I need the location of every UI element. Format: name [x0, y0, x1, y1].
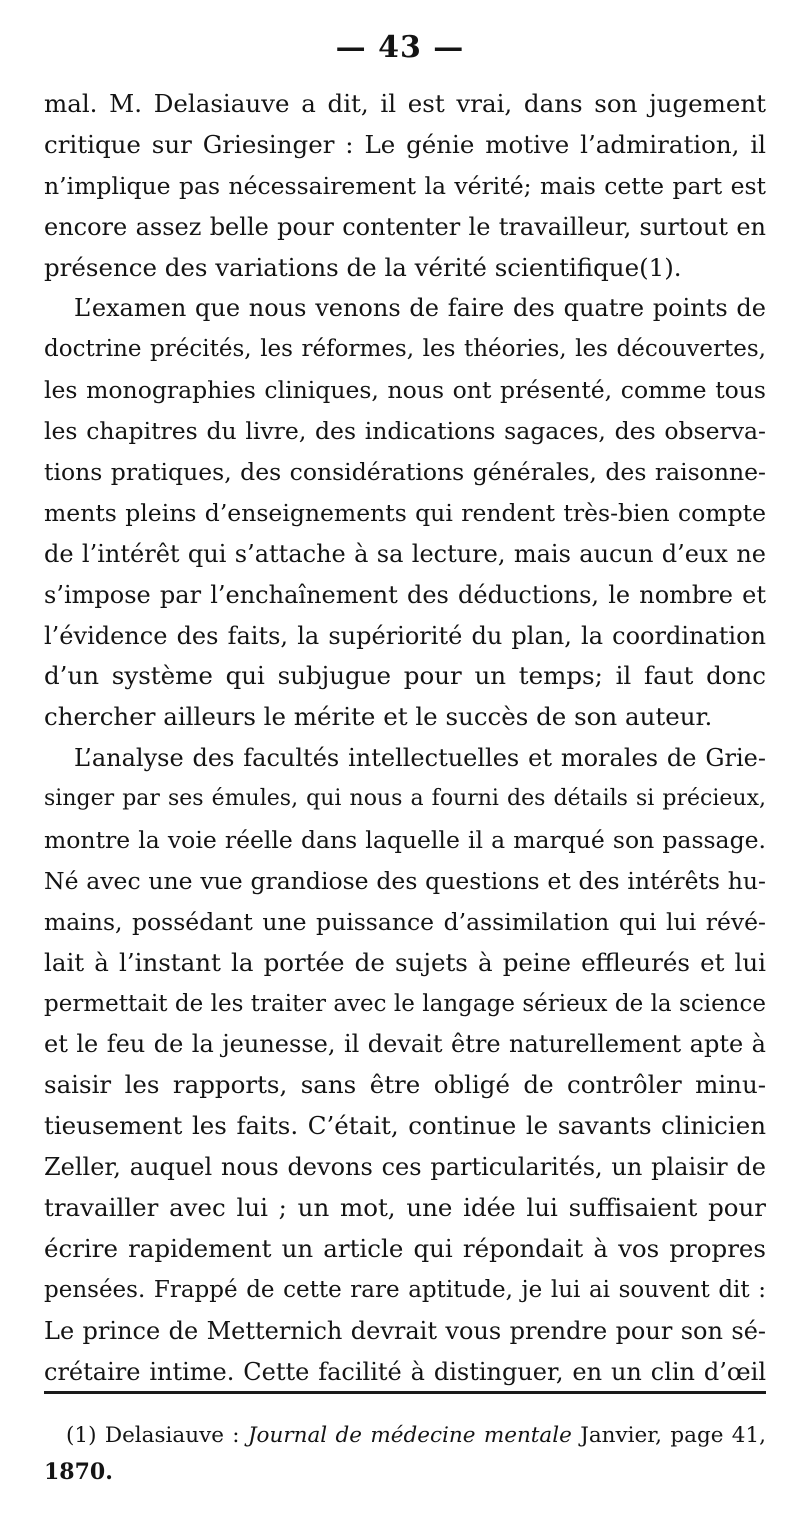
text-line: écrire rapidement un article qui répondait à vos propres: [44, 1233, 766, 1263]
text-line: s’impose par l’enchaînement des déductions, le nombre et: [44, 580, 766, 609]
text-line: Né avec une vue grandiose des questions et des intérêts hu-: [44, 866, 766, 895]
text-line: L’examen que nous venons de faire des quatre points de: [74, 294, 766, 323]
text-line: présence des variations de la vérité scientifique(1).: [44, 252, 682, 282]
text-line: singer par ses émules, qui nous a fourni des détails si précieux,: [44, 786, 766, 812]
text-line: Le prince de Metternich devrait vous prendre pour son sé-: [44, 1316, 766, 1345]
text-line: saisir les rapports, sans être obligé de contrôler minu-: [44, 1070, 766, 1100]
text-line: les chapitres du livre, des indications sagaces, des observa-: [44, 417, 766, 446]
text-line: permettait de les traiter avec le langage sérieux de la science: [44, 990, 766, 1017]
text-line: montre la voie réelle dans laquelle il a marqué son passage.: [44, 826, 766, 855]
footnote-journal: Journal de médecine mentale: [247, 1423, 572, 1448]
footnote-divider: [44, 1391, 766, 1394]
page-number: — 43 —: [335, 30, 465, 65]
text-line: travailler avec lui ; un mot, une idée lui suffisaient pour: [44, 1193, 766, 1223]
text-line: doctrine précités, les réformes, les théories, les découvertes,: [44, 336, 766, 363]
footnote-author: Delasiauve :: [104, 1423, 240, 1448]
text-line: Zeller, auquel nous devons ces particularités, un plaisir de: [44, 1153, 766, 1182]
footnote-marker: (1): [66, 1423, 97, 1448]
text-line: mal. M. Delasiauve a dit, il est vrai, dans son jugement: [44, 89, 766, 118]
footnote-year: 1870.: [44, 1459, 113, 1485]
text-line: et le feu de la jeunesse, il devait être naturellement apte à: [44, 1030, 766, 1059]
text-line: tions pratiques, des considérations générales, des raisonne-: [44, 458, 766, 487]
text-line: d’un système qui subjugue pour un temps; il faut donc: [44, 661, 766, 691]
text-line: tieusement les faits. C’était, continue le savants clinicien: [44, 1111, 766, 1141]
text-line: L’analyse des facultés intellectuelles et morales de Grie-: [74, 744, 766, 773]
text-line: encore assez belle pour contenter le travailleur, surtout en: [44, 212, 766, 241]
text-line: lait à l’instant la portée de sujets à peine effleurés et lui: [44, 947, 766, 977]
text-line: pensées. Frappé de cette rare aptitude, je lui ai souvent dit :: [44, 1276, 766, 1303]
text-line: critique sur Griesinger : Le génie motive l’admiration, il: [44, 129, 766, 159]
footnote: [44, 1418, 766, 1490]
text-line: de l’intérêt qui s’attache à sa lecture, mais aucun d’eux ne: [44, 539, 766, 568]
footnote-details: Janvier, page 41,: [580, 1423, 767, 1448]
text-line: n’implique pas nécessairement la vérité; mais cette part est: [44, 171, 766, 200]
text-line: ments pleins d’enseignements qui rendent très-bien compte: [44, 498, 766, 527]
footnote-line: [44, 1418, 766, 1454]
text-line: les monographies cliniques, nous ont présenté, comme tous: [44, 376, 766, 405]
body-text: [44, 84, 766, 1393]
text-line: mains, possédant une puissance d’assimilation qui lui révé-: [44, 907, 766, 936]
text-line: chercher ailleurs le mérite et le succès de son auteur.: [44, 702, 713, 732]
text-line: crétaire intime. Cette facilité à distinguer, en un clin d’œil: [44, 1357, 766, 1386]
text-line: l’évidence des faits, la supériorité du plan, la coordination: [44, 621, 766, 650]
